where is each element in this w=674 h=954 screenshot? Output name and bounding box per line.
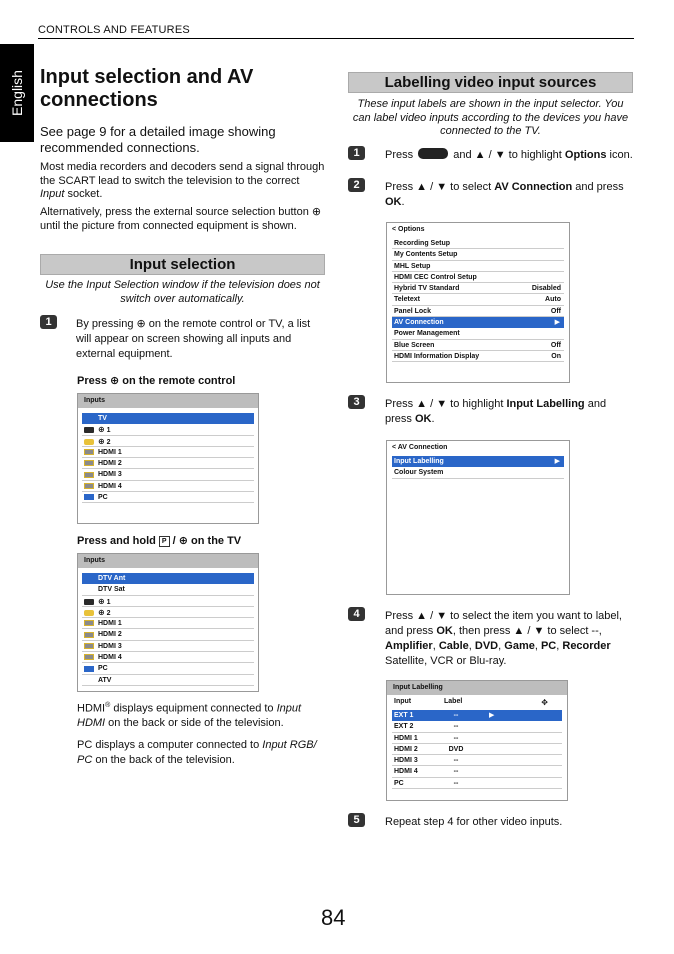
step-1-marker: 1	[40, 315, 57, 329]
menu-row-label: My Contents Setup	[394, 251, 458, 259]
navigate-icon: ✥	[541, 698, 548, 707]
input-label-row[interactable]	[392, 778, 562, 789]
hdmi-icon	[84, 483, 94, 489]
input-row-content	[84, 492, 108, 503]
input-label-value: DVD	[448, 745, 464, 753]
submenu-arrow-icon: ▶	[554, 319, 560, 327]
input-row[interactable]	[82, 436, 254, 447]
menu-row-value: On	[551, 352, 561, 360]
menu-row[interactable]	[392, 249, 564, 260]
input-row-label: HDMI 3	[98, 642, 122, 650]
icon-spacer	[84, 677, 94, 683]
input-source-icon: ⊕	[98, 607, 105, 617]
pc-icon	[84, 494, 94, 500]
input-name: PC	[394, 779, 404, 787]
input-name: EXT 1	[394, 712, 414, 719]
input-row-content	[84, 652, 122, 663]
input-row-label: TV	[98, 415, 107, 422]
step-3-text: Press ▲ / ▼ to highlight Input Labelling and press OK.	[385, 398, 607, 425]
page-number: 84	[321, 905, 346, 930]
step-5-text: Repeat step 4 for other video inputs.	[385, 816, 563, 828]
input-row[interactable]	[82, 481, 254, 492]
hdmi-icon	[84, 654, 94, 660]
caption-tv: Press and hold P / ⊕ on the TV	[77, 535, 242, 547]
input-row-content	[84, 436, 111, 448]
menu-row-label: Blue Screen	[394, 341, 435, 349]
step-5-marker: 5	[348, 813, 365, 827]
input-row-label: DTV Ant	[98, 575, 126, 582]
input-source-icon: ⊕	[136, 318, 146, 330]
input-row-content	[84, 573, 125, 584]
menu-row-label: Colour System	[394, 469, 444, 477]
step-4-text: Press ▲ / ▼ to select the item you want to label, and press OK, then press ▲ / ▼ to select --, Amplifier, Cable, DVD, Game, PC, Recorder Satellite, VCR or Blu-ray.	[385, 610, 622, 667]
input-row-label: HDMI 1	[98, 448, 122, 456]
input-row-label: PC	[98, 494, 108, 502]
input-row-label: 2	[106, 438, 111, 446]
language-label: English	[9, 70, 26, 116]
input-row-label: HDMI 4	[98, 482, 122, 490]
input-row[interactable]	[82, 629, 254, 640]
input-name: HDMI 4	[394, 768, 418, 776]
options-list	[392, 238, 564, 362]
inputs-screen-header: Inputs	[78, 394, 258, 408]
hdmi-icon	[84, 620, 94, 626]
submenu-arrow-icon: ▶	[554, 458, 560, 465]
step-1-text: By pressing ⊕ on the remote control or TV, a list will appear on screen showing all inputs and external equipment.	[76, 318, 311, 360]
input-label-value: --	[453, 734, 459, 742]
input-label-value: --	[453, 779, 459, 787]
column-label: Label	[444, 698, 463, 705]
input-labelling-list	[392, 710, 562, 789]
input-row-label: HDMI 1	[98, 620, 122, 628]
icon-spacer	[84, 415, 94, 421]
select-arrow-icon: ▶	[489, 712, 495, 719]
av-connection-screen	[386, 440, 570, 595]
input-selection-note: Use the Input Selection window if the television does not switch over automatically.	[45, 279, 320, 305]
input-row-content	[84, 663, 108, 674]
menu-row-label: HDMI CEC Control Setup	[394, 273, 477, 281]
input-row-label: 1	[106, 598, 111, 606]
input-row[interactable]	[82, 652, 254, 663]
input-source-icon: ⊕	[311, 206, 322, 218]
menu-row[interactable]	[392, 328, 564, 339]
input-source-icon: ⊕	[98, 436, 105, 446]
input-row-content	[84, 607, 111, 619]
icon-spacer	[84, 575, 94, 581]
menu-row[interactable]	[392, 456, 564, 467]
menu-row-label: Teletext	[394, 296, 420, 304]
options-tools-icon	[418, 148, 448, 159]
input-label-value: --	[453, 768, 459, 776]
menu-row-label: HDMI Information Display	[394, 352, 480, 360]
menu-row-label: Hybrid TV Standard	[394, 285, 460, 293]
hdmi-icon	[84, 643, 94, 649]
labelling-heading: Labelling video input sources	[348, 72, 633, 93]
inputs-list	[82, 573, 254, 686]
input-row[interactable]	[82, 641, 254, 652]
input-row[interactable]	[82, 424, 254, 435]
rca-icon	[84, 610, 94, 616]
icon-spacer	[84, 586, 94, 592]
input-label-value: --	[453, 757, 459, 765]
menu-row[interactable]	[392, 317, 564, 328]
rca-icon	[84, 439, 94, 445]
input-labelling-screen-header: Input Labelling	[387, 681, 567, 695]
step-2-text: Press ▲ / ▼ to select AV Connection and press OK.	[385, 181, 624, 208]
input-row-label: PC	[98, 665, 108, 673]
input-labelling-columns	[392, 698, 562, 710]
input-source-icon: ⊕	[110, 375, 120, 387]
hdmi-note: HDMI® displays equipment connected to Input HDMI on the back or side of the television.	[77, 702, 302, 730]
input-label-row[interactable]	[392, 766, 562, 777]
menu-row[interactable]	[392, 294, 564, 305]
input-name: EXT 2	[394, 723, 414, 731]
input-row-label: HDMI 2	[98, 631, 122, 639]
input-row[interactable]	[82, 675, 254, 686]
options-screen-title: < Options	[392, 226, 425, 233]
input-row[interactable]	[82, 607, 254, 618]
pc-icon	[84, 666, 94, 672]
inputs-list	[82, 413, 254, 503]
menu-row-value: Auto	[545, 296, 561, 304]
input-row-content	[84, 481, 122, 492]
input-source-icon: ⊕	[98, 596, 105, 606]
input-row[interactable]	[82, 663, 254, 674]
input-name: HDMI 3	[394, 757, 418, 765]
menu-row-label: Power Management	[394, 330, 460, 338]
input-row-content	[84, 675, 111, 686]
menu-row-label: AV Connection	[394, 319, 444, 327]
input-row[interactable]	[82, 458, 254, 469]
menu-row[interactable]	[392, 272, 564, 283]
scart-icon	[84, 599, 94, 605]
input-row-label: DTV Sat	[98, 586, 125, 594]
options-screen	[386, 222, 570, 383]
input-label-row[interactable]	[392, 733, 562, 744]
input-row-content	[84, 629, 122, 640]
input-selection-heading: Input selection	[40, 254, 325, 275]
step-4-marker: 4	[348, 607, 365, 621]
menu-row-label: Panel Lock	[394, 307, 431, 315]
input-label-value: --	[453, 712, 459, 719]
labelling-note: These input labels are shown in the input selector. You can label video inputs according to the devices you have connected to the TV.	[352, 98, 629, 137]
menu-row-value: Off	[550, 307, 561, 315]
menu-row[interactable]	[392, 261, 564, 272]
step-3-marker: 3	[348, 395, 365, 409]
menu-row[interactable]	[392, 306, 564, 317]
step-2-marker: 2	[348, 178, 365, 192]
input-row-content	[84, 447, 122, 458]
menu-row-label: MHL Setup	[394, 262, 431, 270]
input-row-content	[84, 413, 107, 424]
hdmi-icon	[84, 449, 94, 455]
input-row-label: HDMI 3	[98, 471, 122, 479]
input-label-value: --	[453, 723, 459, 731]
input-row-content	[84, 469, 122, 480]
page-subtitle: See page 9 for a detailed image showing recommended connections.	[40, 124, 276, 155]
input-labelling-screen	[386, 680, 568, 801]
input-row[interactable]	[82, 596, 254, 607]
menu-row-label: Input Labelling	[394, 458, 444, 465]
menu-row[interactable]	[392, 351, 564, 362]
caption-remote: Press ⊕ on the remote control	[77, 375, 236, 387]
input-label-row[interactable]	[392, 710, 562, 721]
input-label-row[interactable]	[392, 721, 562, 732]
hdmi-icon	[84, 632, 94, 638]
input-source-icon: ⊕	[98, 425, 105, 435]
inputs-screen-remote	[77, 393, 259, 524]
menu-row[interactable]	[392, 467, 564, 478]
input-row-content	[84, 596, 111, 608]
pc-note: PC displays a computer connected to Input RGB/ PC on the back of the television.	[77, 739, 317, 766]
inputs-screen-header: Inputs	[78, 554, 258, 568]
input-row[interactable]	[82, 413, 254, 424]
menu-row[interactable]	[392, 238, 564, 249]
input-row[interactable]	[82, 618, 254, 629]
input-name: HDMI 1	[394, 734, 418, 742]
menu-row[interactable]	[392, 283, 564, 294]
input-row-content	[84, 424, 111, 436]
input-label-row[interactable]	[392, 744, 562, 755]
av-connection-screen-title: < AV Connection	[392, 444, 448, 451]
step-1-text: Press and ▲ / ▼ to highlight Options icon.	[385, 149, 633, 161]
input-row-label: HDMI 2	[98, 460, 122, 468]
input-row-content	[84, 641, 122, 652]
input-row[interactable]	[82, 469, 254, 480]
hdmi-icon	[84, 472, 94, 478]
menu-row-value: Disabled	[531, 285, 561, 293]
input-row[interactable]	[82, 492, 254, 503]
menu-row[interactable]	[392, 340, 564, 351]
scart-icon	[84, 427, 94, 433]
av-connection-list	[392, 456, 564, 479]
input-source-icon: ⊕	[178, 535, 188, 547]
input-row-label: 1	[106, 427, 111, 435]
column-input: Input	[394, 698, 412, 705]
input-row-label: ATV	[98, 676, 112, 684]
input-row[interactable]	[82, 573, 254, 584]
input-row-label: 2	[106, 609, 111, 617]
input-row-content	[84, 458, 122, 469]
input-name: HDMI 2	[394, 745, 418, 753]
page-title: Input selection and AV connections	[40, 66, 254, 111]
input-row[interactable]	[82, 447, 254, 458]
input-row-label: HDMI 4	[98, 654, 122, 662]
menu-row-value: Off	[550, 341, 561, 349]
menu-row-label: Recording Setup	[394, 240, 451, 247]
hdmi-icon	[84, 460, 94, 466]
p-key-icon: P	[159, 536, 170, 547]
step-1-marker: 1	[348, 146, 365, 160]
inputs-screen-tv	[77, 553, 259, 692]
section-header: CONTROLS AND FEATURES	[38, 24, 190, 36]
input-row-content	[84, 618, 122, 629]
input-row[interactable]	[82, 584, 254, 595]
language-tab	[0, 44, 34, 142]
intro-paragraph-1: Most media recorders and decoders send a signal through the SCART lead to switch the television to the correct Input socket.	[40, 161, 325, 200]
intro-paragraph-2: Alternatively, press the external source selection button ⊕ until the picture from connected equipment is shown.	[40, 206, 322, 232]
input-row-content	[84, 584, 125, 595]
input-label-row[interactable]	[392, 755, 562, 766]
header-rule	[38, 38, 634, 39]
